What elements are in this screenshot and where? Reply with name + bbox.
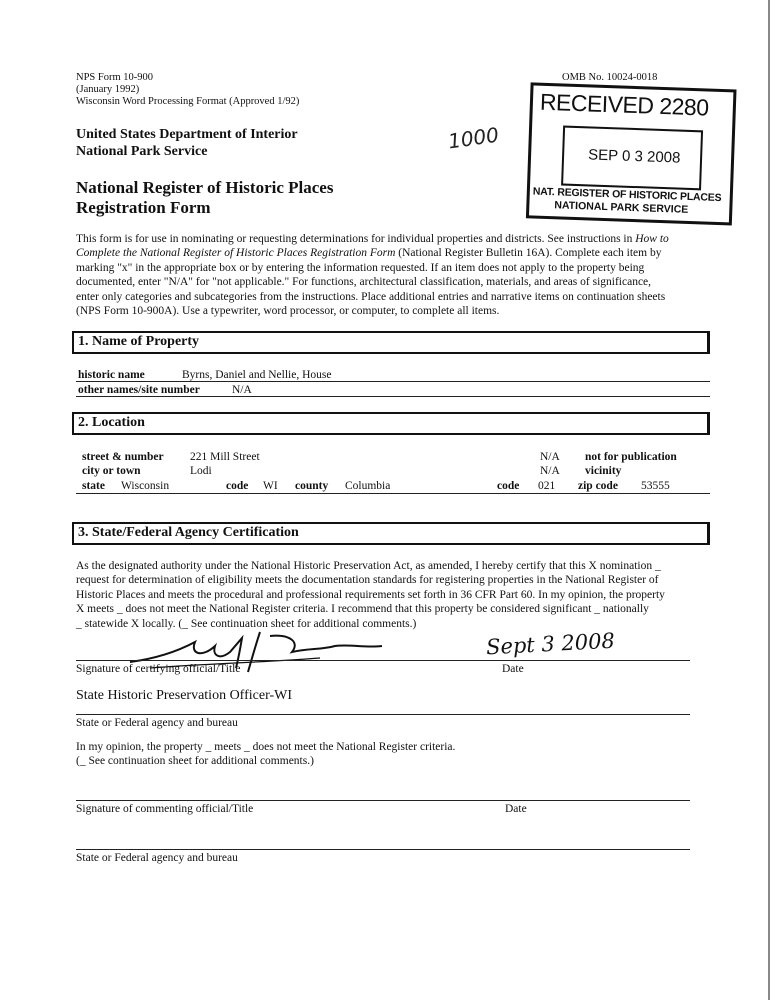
agency-label: State or Federal agency and bureau	[76, 717, 238, 729]
zip-label: zip code	[578, 480, 618, 492]
signature-2-label: Signature of commenting official/Title	[76, 803, 254, 815]
historic-name-value[interactable]: Byrns, Daniel and Nellie, House	[182, 369, 332, 381]
divider	[76, 396, 710, 397]
handwritten-ref: 1000	[446, 122, 501, 154]
other-names-value[interactable]: N/A	[232, 384, 252, 396]
city-label: city or town	[82, 465, 141, 477]
received-stamp	[525, 82, 742, 237]
divider	[76, 381, 710, 382]
zip-value[interactable]: 53555	[641, 480, 670, 492]
historic-name-label: historic name	[78, 369, 145, 381]
section-1-header	[72, 331, 710, 354]
city-value[interactable]: Lodi	[190, 465, 212, 477]
instructions-line-3: marking "x" in the appropriate box or by entering the information requested. If an item does not apply to the property being	[76, 261, 645, 274]
date-label: Date	[502, 663, 524, 675]
other-names-label: other names/site number	[78, 384, 200, 396]
county-code-label: code	[497, 480, 520, 492]
form-title	[76, 178, 333, 218]
street-value[interactable]: 221 Mill Street	[190, 451, 260, 463]
state-code-label: code	[226, 480, 249, 492]
instructions-line-5: enter only categories and subcategories from the instructions. Place additional entries and narrative items on continuation sheets	[76, 290, 666, 303]
signature-line	[76, 660, 690, 661]
instructions-line-6: (NPS Form 10-900A). Use a typewriter, word processor, or computer, to complete all items.	[76, 305, 500, 318]
stamp-line-2: NATIONAL PARK SERVICE	[554, 199, 689, 216]
instructions-line-4: documented, enter "N/A" for "not applicable." For functions, architectural classification, materials, and areas of significance,	[76, 276, 652, 289]
omb-number: OMB No. 10024-0018	[562, 72, 658, 83]
signature-line-2	[76, 800, 690, 801]
instructions-line-2: Complete the National Register of Historic Places Registration Form (National Register Bulletin 16A). Complete each item by	[76, 247, 662, 260]
section-1-title: 1. Name of Property	[78, 334, 200, 349]
date-2-label: Date	[505, 803, 527, 815]
agency-line-2: National Park Service	[76, 144, 208, 159]
opinion-line-2: (_ See continuation sheet for additional comments.)	[76, 755, 314, 767]
agency-name	[76, 126, 298, 160]
stamp-received: RECEIVED 2280	[539, 88, 709, 121]
state-value[interactable]: Wisconsin	[121, 480, 170, 492]
street-na: N/A	[540, 451, 560, 463]
divider	[76, 493, 710, 494]
certification-line-1: As the designated authority under the National Historic Preservation Act, as amended, I hereby certify that this X nomination _	[76, 560, 661, 572]
state-code-value[interactable]: WI	[263, 480, 278, 492]
agency-line-1: United States Department of Interior	[76, 127, 298, 142]
stamp-line-1: NAT. REGISTER OF HISTORIC PLACES	[532, 185, 722, 205]
city-na: N/A	[540, 465, 560, 477]
vicinity-label: vicinity	[585, 465, 622, 477]
not-for-publication-label: not for publication	[585, 451, 677, 463]
certification-line-3: Historic Places and meets the procedural and professional requirements set forth in 36 CFR Part 60. In my opinion, the property	[76, 588, 665, 601]
section-3-title: 3. State/Federal Agency Certification	[78, 525, 299, 540]
stamp-date: SEP 0 3 2008	[587, 146, 681, 167]
instructions	[76, 232, 716, 318]
section-2-header	[72, 412, 710, 435]
state-label: state	[82, 480, 105, 492]
county-value[interactable]: Columbia	[345, 480, 391, 492]
signature-label: Signature of certifying official/Title	[76, 663, 241, 675]
section-2-title: 2. Location	[78, 415, 145, 430]
instructions-line-1: This form is for use in nominating or requesting determinations for individual properties and districts. See instructions in How to	[76, 233, 669, 245]
form-date: (January 1992)	[76, 84, 140, 95]
form-title-line-2: Registration Form	[76, 198, 211, 217]
street-label: street & number	[82, 451, 164, 463]
form-header	[76, 72, 299, 108]
certification-text	[76, 559, 716, 631]
certification-line-2: request for determination of eligibility meets the documentation standards for registering properties in the National Register of	[76, 574, 659, 587]
county-code-value[interactable]: 021	[538, 480, 556, 492]
form-number: NPS Form 10-900	[76, 72, 154, 83]
certification-line-5: _ statewide X locally. (_ See continuation sheet for additional comments.)	[76, 617, 417, 630]
agency-2-label: State or Federal agency and bureau	[76, 852, 238, 864]
opinion-line-1: In my opinion, the property _ meets _ does not meet the National Register criteria.	[76, 741, 456, 753]
signed-date: Sept 3 2008	[485, 628, 616, 660]
officer-title[interactable]: State Historic Preservation Officer-WI	[76, 688, 292, 703]
county-label: county	[295, 480, 329, 492]
section-3-header	[72, 522, 710, 545]
agency-line	[76, 714, 690, 715]
form-title-line-1: National Register of Historic Places	[76, 178, 334, 197]
form-format: Wisconsin Word Processing Format (Approved 1/92)	[76, 96, 300, 107]
certification-line-4: X meets _ does not meet the National Register criteria. I recommend that this property be considered significant _ nationally	[76, 603, 649, 616]
page-edge	[768, 0, 770, 1000]
agency-line-2	[76, 849, 690, 850]
